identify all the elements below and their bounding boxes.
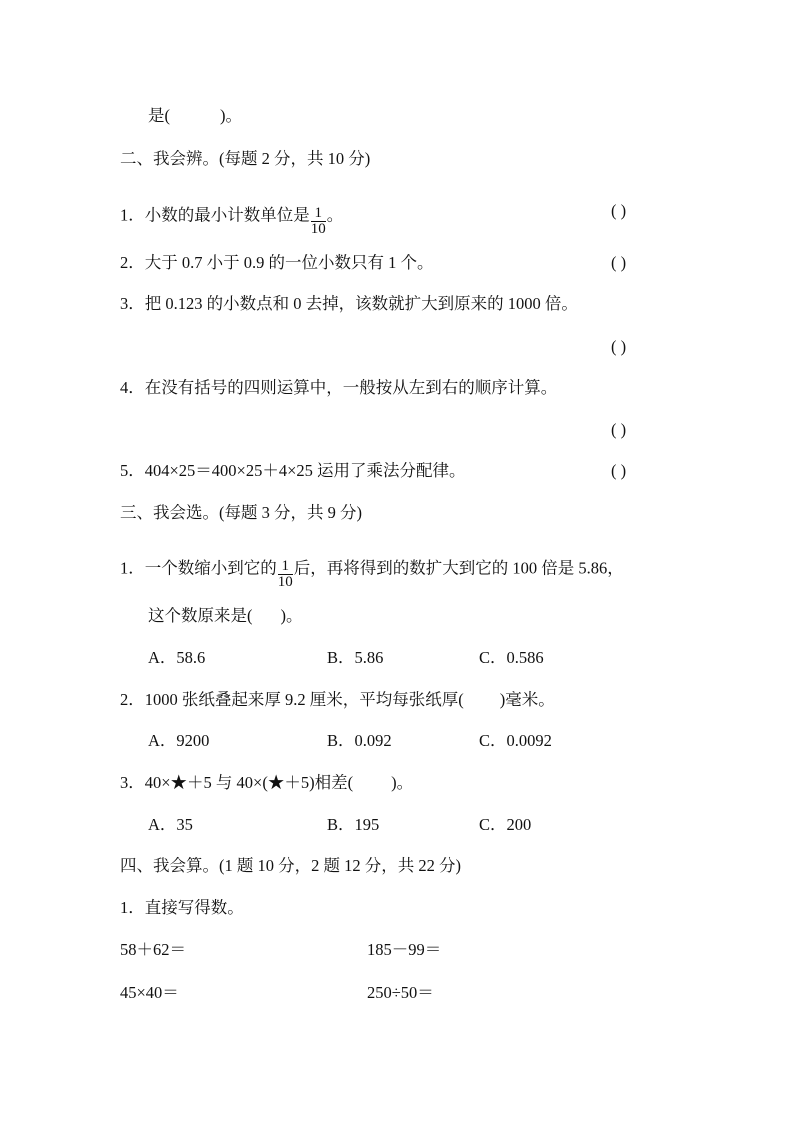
- carryover-end: )。: [220, 106, 242, 125]
- section2-heading: 二、我会辨。(每题 2 分，共 10 分): [120, 149, 371, 168]
- question-end: )。: [391, 773, 414, 792]
- choice-question-3: [120, 773, 413, 793]
- question-text: 40×★＋5 与 40×(★＋5)相差(: [144, 773, 354, 792]
- answer-paren-5[interactable]: ( ): [611, 461, 627, 480]
- question-end: 。: [326, 205, 344, 225]
- choice-question-2: [120, 690, 555, 710]
- question-number: 2．: [120, 253, 145, 272]
- exercise-1: 58＋62＝: [120, 940, 186, 959]
- option-c[interactable]: C．0.0092: [479, 731, 552, 750]
- choice-question-1: [120, 554, 624, 590]
- answer-paren-4[interactable]: ( ): [611, 420, 627, 439]
- answer-paren-2[interactable]: ( ): [611, 253, 627, 272]
- question-text: 把 0.123 的小数点和 0 去掉，该数就扩大到原来的 1000 倍。: [144, 294, 578, 313]
- answer-paren-1[interactable]: ( ): [611, 201, 627, 220]
- question-text: 小数的最小计数单位是: [144, 205, 310, 225]
- carryover-line: [148, 106, 242, 126]
- exercise-3: 45×40＝: [120, 983, 179, 1002]
- fraction-numerator: 1: [311, 206, 326, 222]
- judge-question-5: [120, 461, 466, 481]
- question-text: 在没有括号的四则运算中，一般按从左到右的顺序计算。: [144, 378, 558, 397]
- question-text: 这个数原来是(: [148, 606, 253, 625]
- question-text: 1000 张纸叠起来厚 9.2 厘米，平均每张纸厚(: [144, 690, 464, 709]
- judge-question-1: [120, 201, 344, 237]
- question-text: 大于 0.7 小于 0.9 的一位小数只有 1 个。: [144, 253, 434, 272]
- option-a[interactable]: A．35: [148, 815, 193, 834]
- fraction-denominator: 10: [277, 574, 293, 590]
- exercise-4: 250÷50＝: [367, 983, 434, 1002]
- exercise-2: 185－99＝: [367, 940, 442, 959]
- section4-heading: 四、我会算。(1 题 10 分，2 题 12 分，共 22 分): [120, 856, 461, 875]
- section3-heading: 三、我会选。(每题 3 分，共 9 分): [120, 503, 362, 522]
- question-number: 1．: [120, 205, 145, 225]
- question-text: 一个数缩小到它的: [144, 558, 277, 578]
- question-text: 404×25＝400×25＋4×25 运用了乘法分配律。: [144, 461, 466, 480]
- question-number: 4．: [120, 378, 145, 397]
- question-end: )。: [280, 606, 303, 625]
- judge-question-2: [120, 253, 434, 273]
- question-end: )毫米。: [499, 690, 555, 709]
- question-number: 2．: [120, 690, 145, 709]
- judge-question-4: [120, 378, 557, 398]
- answer-paren-3[interactable]: ( ): [611, 337, 627, 356]
- choice-question-1-line2: [148, 606, 303, 626]
- option-a[interactable]: A．9200: [148, 731, 210, 750]
- sub-question-1: 1．直接写得数。: [120, 898, 244, 917]
- option-b[interactable]: B．195: [327, 815, 380, 834]
- question-number: 5．: [120, 461, 145, 480]
- option-c[interactable]: C．200: [479, 815, 532, 834]
- question-number: 3．: [120, 773, 145, 792]
- option-b[interactable]: B．0.092: [327, 731, 392, 750]
- fraction: [278, 559, 293, 590]
- option-b[interactable]: B．5.86: [327, 648, 384, 667]
- fraction: [311, 206, 326, 237]
- option-c[interactable]: C．0.586: [479, 648, 544, 667]
- question-number: 3．: [120, 294, 145, 313]
- fraction-denominator: 10: [310, 221, 326, 237]
- option-a[interactable]: A．58.6: [148, 648, 206, 667]
- fraction-numerator: 1: [278, 559, 293, 575]
- judge-question-3: [120, 294, 578, 314]
- question-number: 1．: [120, 558, 145, 578]
- question-text-cont: 后，再将得到的数扩大到它的 100 倍是 5.86，: [293, 558, 624, 578]
- carryover-text: 是(: [148, 106, 170, 125]
